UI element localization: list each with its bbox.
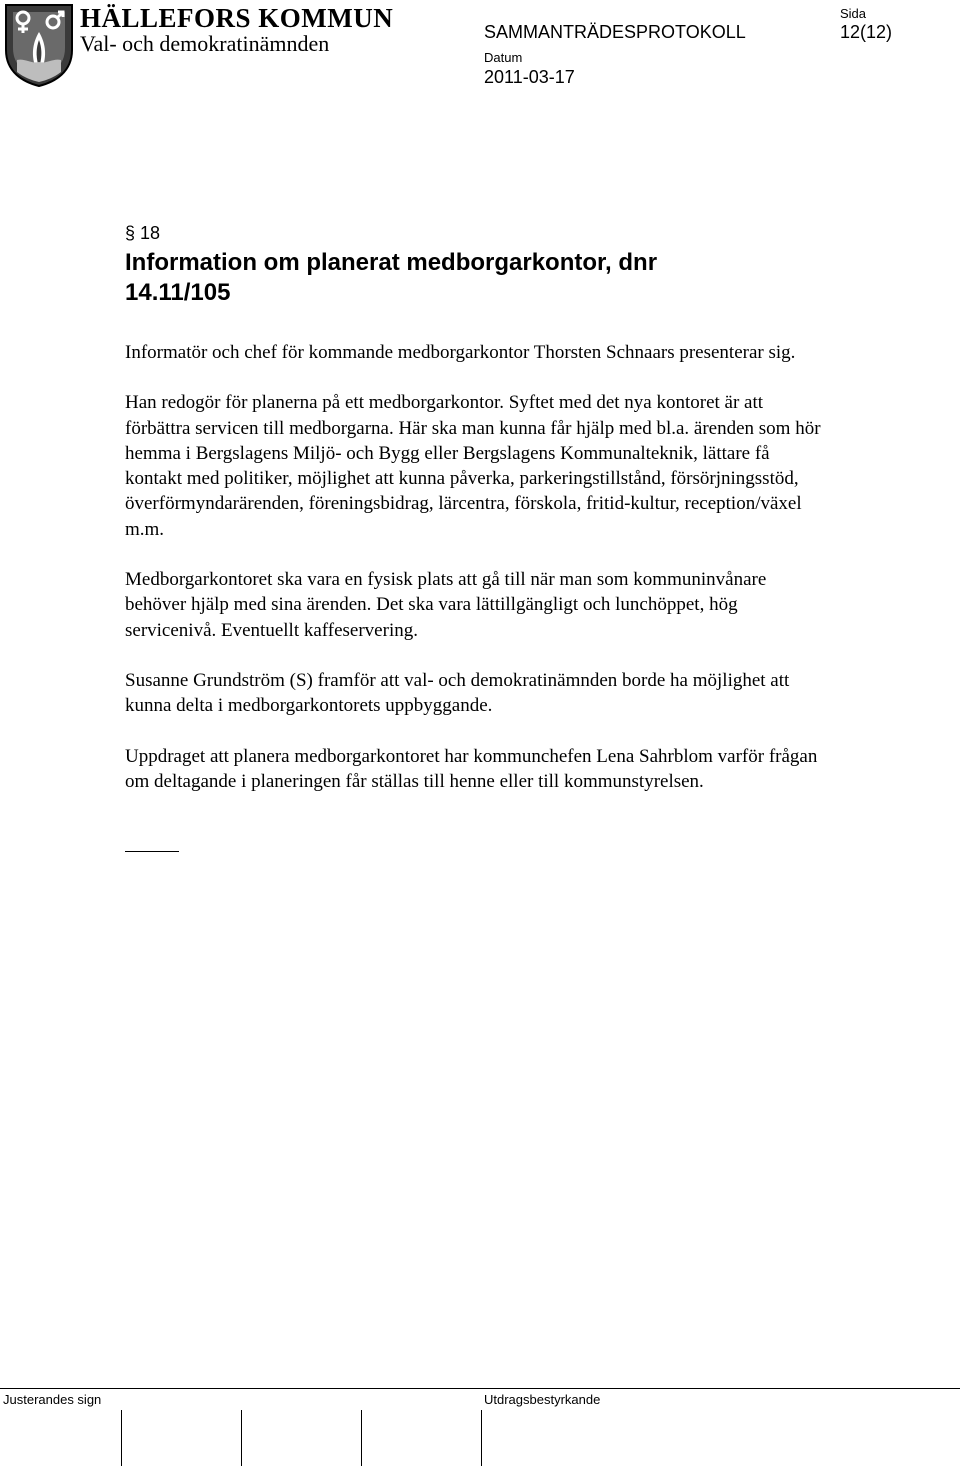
end-separator [125,851,179,852]
page-number: 12(12) [840,22,893,42]
paragraph: Uppdraget att planera medborgarkontoret har kommunchefen Lena Sahrblom varför frågan om deltagande i planeringen får ställas till henne eller till kommunstyrelsen. [125,745,818,792]
signature-box-divider [361,1410,362,1466]
section-number: 18 [140,223,161,243]
signature-box-divider [121,1410,122,1466]
footer-rule [0,1388,960,1389]
coat-of-arms-icon [3,2,75,88]
section-sign-icon: § [125,223,136,243]
committee-name: Val- och demokratinämnden [80,31,330,56]
page-label: Sida [840,6,867,21]
signature-box-divider [241,1410,242,1466]
section-title: Information om planerat medborgarkontor, dnr 14.11/105 [125,249,658,306]
paragraph: Han redogör för planerna på ett medborgarkontor. Syftet med det nya kontoret är att förbättra servicen till medborgarna. Här ska man kunna får hjälp med bl.a. ärenden som hör hemma i Bergslagens Miljö- och Bygg eller Bergslagens Kommunalteknik, lättare få kontakt med politiker, möjlighet att kunna påverka, parkeringstillstånd, försörjningsstöd, överförmyndarärenden, föreningsbidrag, lärcentra, förskola, fritid-kultur, reception/växel m.m. [125,392,821,540]
paragraph: Susanne Grundström (S) framför att val- och demokratinämnden borde ha möjlighet att kunna delta i medborgarkontorets uppbyggande. [125,669,790,717]
date-label: Datum [484,50,523,65]
paragraph: Informatör och chef för kommande medborgarkontor Thorsten Schnaars presenterar sig. [125,342,796,363]
document-type: SAMMANTRÄDESPROTOKOLL [484,22,746,42]
organization-name: HÄLLEFORS KOMMUN [80,3,394,33]
protocol-section [125,218,825,852]
signature-box-divider [481,1410,482,1466]
section-number-line [125,218,825,248]
extract-label: Utdragsbestyrkande [484,1392,601,1407]
date-value: 2011-03-17 [484,67,575,87]
signature-label: Justerandes sign [3,1392,102,1407]
paragraph: Medborgarkontoret ska vara en fysisk plats att gå till när man som kommuninvånare behöver hjälp med sina ärenden. Det ska vara lättillgängligt och lunchöppet, hög servicenivå. Eventuellt kaffeservering. [125,569,767,641]
